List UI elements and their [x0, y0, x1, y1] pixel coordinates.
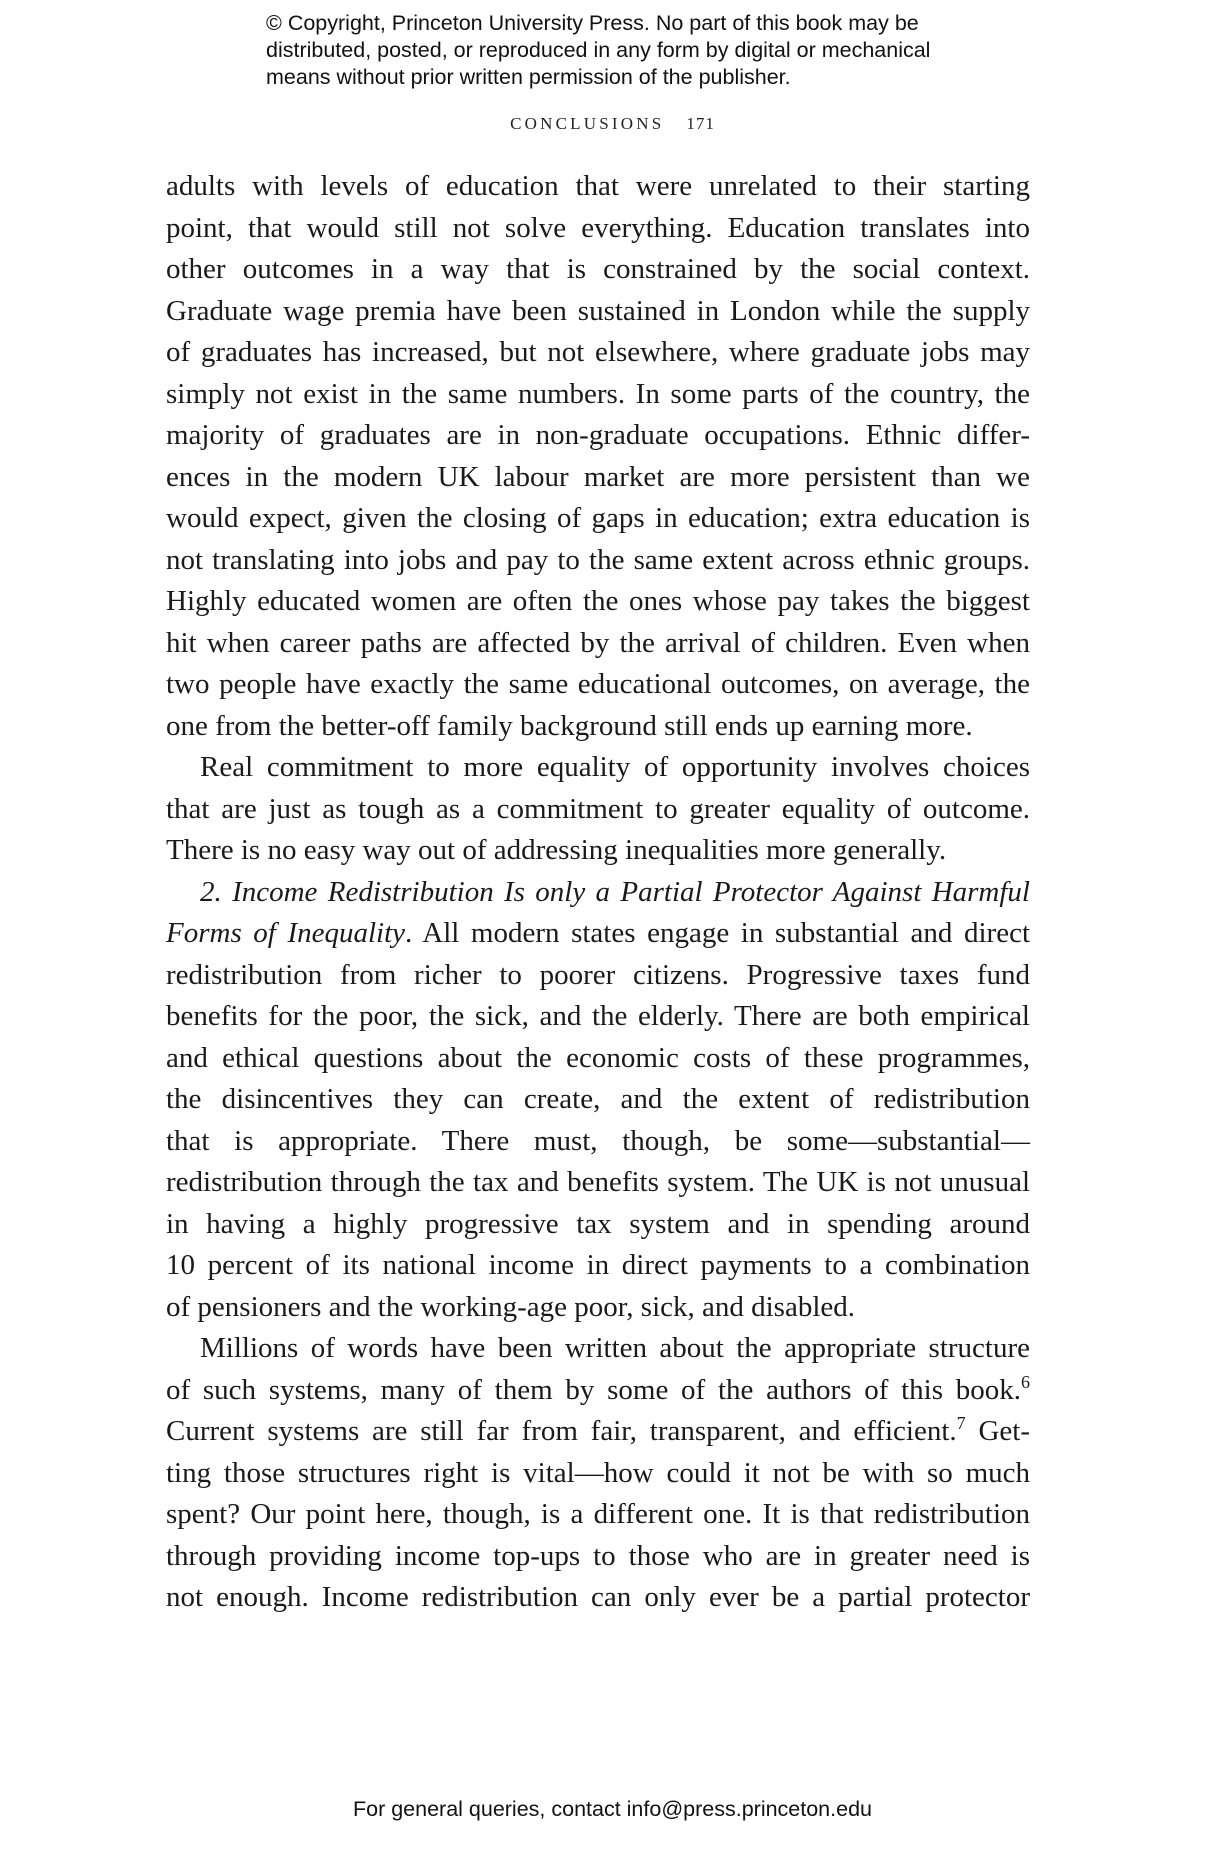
copyright-line: © Copyright, Princeton University Press. No part of this book may be [266, 11, 919, 35]
footer-contact: For general queries, contact info@press.princeton.edu [352, 1797, 872, 1821]
running-head [0, 114, 1225, 134]
text-line: redistribution from richer to poorer citizens. Progressive taxes fund [166, 958, 1030, 991]
text-line: other outcomes in a way that is constrained by the social context. [166, 253, 1030, 285]
text-line: the disincentives they can create, and the extent of redistribution [166, 1083, 1030, 1115]
footnote-ref[interactable]: 6 [1021, 1371, 1030, 1392]
text-span: Get- [965, 1415, 1030, 1447]
text-line: Millions of words have been written about the appropriate structure [200, 1332, 1030, 1364]
section-heading: 2. Income Redistribution Is only a Partial Protector Against Harmful [200, 875, 1030, 908]
text-line: and ethical questions about the economic costs of these programmes, [166, 1041, 1030, 1074]
body-text [166, 166, 1030, 1619]
text-line: would expect, given the closing of gaps in education; extra education is [166, 502, 1030, 534]
text-line: of graduates has increased, but not elsewhere, where graduate jobs may [166, 336, 1030, 368]
text-line [166, 1411, 1030, 1453]
text-line: not translating into jobs and pay to the same extent across ethnic groups. [166, 543, 1030, 576]
text-line [166, 913, 1030, 955]
text-line: majority of graduates are in non-graduate occupations. Ethnic differ- [166, 419, 1030, 451]
text-span: of such systems, many of them by some of the authors of this book. [166, 1373, 1021, 1406]
copyright-line: means without prior written permission of the publisher. [266, 65, 791, 89]
text-line: in having a highly progressive tax system and in spending around [166, 1207, 1030, 1240]
text-line: Real commitment to more equality of opportunity involves choices [200, 751, 1030, 783]
text-line: through providing income top-ups to those who are in greater need is [166, 1539, 1030, 1572]
text-span: . All modern states engage in substantial and direct [405, 917, 1031, 949]
text-line: 10 percent of its national income in direct payments to a combination [166, 1249, 1030, 1281]
text-line: ences in the modern UK labour market are more persistent than we [166, 460, 1030, 493]
text-line: not enough. Income redistribution can only ever be a partial protector [166, 1581, 1030, 1613]
text-line: hit when career paths are affected by the arrival of children. Even when [166, 626, 1030, 659]
text-line: There is no easy way out of addressing inequalities more generally. [166, 834, 947, 866]
text-line: that are just as tough as a commitment to greater equality of outcome. [166, 792, 1030, 825]
text-line: ting those structures right is vital—how could it not be with so much [166, 1456, 1030, 1489]
footnote-ref[interactable]: 7 [956, 1413, 966, 1433]
text-line [166, 1370, 1030, 1412]
text-line: two people have exactly the same educational outcomes, on average, the [166, 668, 1030, 700]
text-line: benefits for the poor, the sick, and the elderly. There are both empirical [166, 1000, 1030, 1032]
text-line [166, 872, 1030, 914]
section-heading-cont: Forms of Inequality [166, 917, 406, 949]
section-title: CONCLUSIONS [510, 114, 665, 133]
text-line: redistribution through the tax and benefits system. The UK is not unusual [166, 1166, 1030, 1198]
text-span: Current systems are still far from fair, transparent, and efficient. [166, 1415, 957, 1447]
text-line: one from the better-off family background still ends up earning more. [166, 709, 973, 742]
page-number: 171 [686, 114, 715, 133]
text-line: of pensioners and the working-age poor, sick, and disabled. [166, 1290, 856, 1323]
text-line: adults with levels of education that were unrelated to their starting [166, 170, 1030, 202]
text-line: simply not exist in the same numbers. In some parts of the country, the [166, 377, 1030, 410]
text-line: spent? Our point here, though, is a different one. It is that redistribution [166, 1498, 1030, 1530]
text-line: Highly educated women are often the ones whose pay takes the biggest [166, 585, 1030, 617]
copyright-notice [266, 10, 1026, 91]
text-line: that is appropriate. There must, though, be some—substantial— [166, 1124, 1030, 1157]
text-line: Graduate wage premia have been sustained in London while the supply [166, 294, 1030, 327]
copyright-line: distributed, posted, or reproduced in any form by digital or mechanical [266, 38, 931, 62]
text-line: point, that would still not solve everything. Education translates into [166, 211, 1030, 244]
